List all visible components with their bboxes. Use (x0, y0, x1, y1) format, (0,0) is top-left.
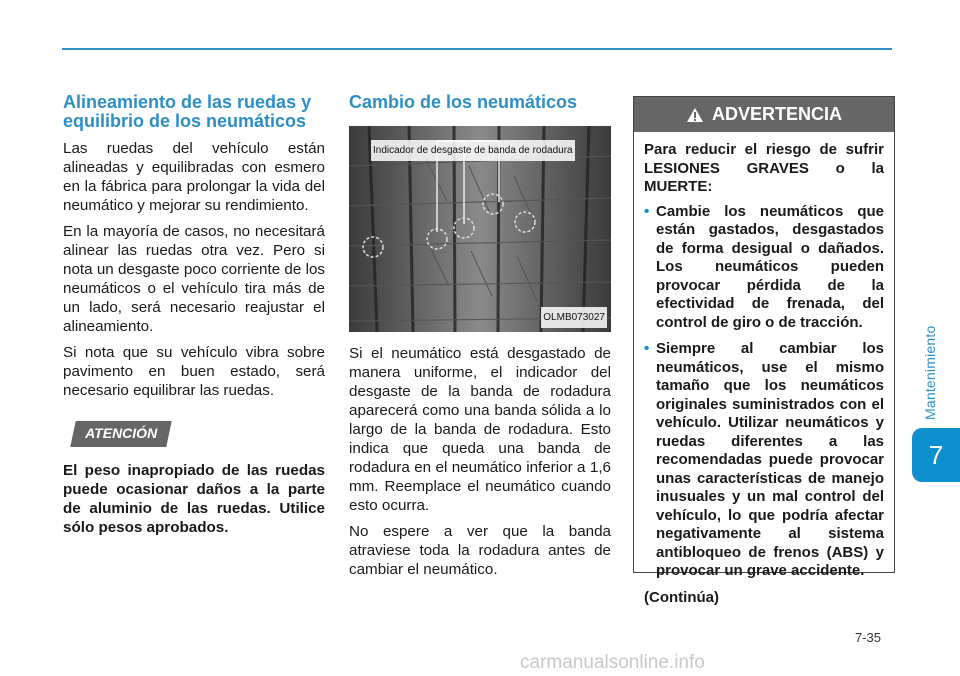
caution-label-text: ATENCIÓN (85, 425, 158, 441)
warning-item: • Siempre al cambiar los neumáticos, use el mismo tamaño que los neumáticos originales suministrados con el vehículo. Utilizar neumáticos y ruedas diferentes a las recomendadas puede provocar unas características de manejo inusuales y un mal control del vehículo, lo que podría afectar negativamente al sistema antibloqueo de frenos (ABS) y provocar un grave accidente. (644, 340, 884, 581)
warning-item: • Cambie los neumáticos que están gastados, desgastados de forma desigual o dañados. Los neumáticos pueden provocar pérdida de la efectividad de frenada, del control de giro o de tracción. (644, 203, 884, 333)
chapter-tab: 7 (912, 428, 960, 482)
alignment-paragraph-3: Si nota que su vehículo vibra sobre pavimento en buen estado, será necesario equilibrar las ruedas. (63, 344, 325, 399)
warning-body (634, 132, 894, 607)
tire-change-paragraph-2: No espere a ver que la banda atraviese toda la rodadura antes de cambiar el neumático. (349, 523, 611, 578)
tire-change-heading: Cambio de los neumáticos (349, 92, 578, 112)
section-side-label: Mantenimiento (922, 325, 938, 421)
caution-text: El peso inapropiado de las ruedas puede ocasionar daños a la parte de aluminio de las ruedas. Utilice sólo pesos aprobados. (63, 462, 325, 536)
figure-code: OLMB073027 (541, 307, 607, 328)
column-alignment (63, 93, 325, 544)
warning-intro: Para reducir el riesgo de sufrir LESIONES GRAVES o la MUERTE: (644, 141, 884, 195)
tire-change-paragraph-1: Si el neumático está desgastado de manera uniforme, el indicador del desgaste de la banda de rodadura aparecerá como una banda sólida a lo largo de la banda de rodadura. Esto indica que queda una banda de rodadura en el neumático inferior a 1,6 mm. Reemplace el neumático cuando esto ocurra. (349, 345, 611, 514)
warning-box (633, 96, 895, 606)
warning-triangle-icon (686, 107, 704, 123)
tread-wear-figure (349, 126, 611, 332)
warning-header (634, 97, 894, 132)
warning-title: ADVERTENCIA (711, 104, 842, 124)
page-number: 7-35 (855, 630, 882, 645)
continued-label: (Continúa) (644, 588, 719, 606)
alignment-paragraph-2: En la mayoría de casos, no necesitará alinear las ruedas otra vez. Pero si nota un desgaste poco corriente de los neumáticos o el vehículo tira más de un lado, será necesario reajustar el alineamiento. (63, 223, 325, 335)
caution-label (70, 421, 172, 447)
top-rule (62, 48, 892, 50)
alignment-paragraph-1: Las ruedas del vehículo están alineadas y equilibradas con esmero en la fábrica para prolongar la vida del neumático y mejorar su rendimiento. (63, 140, 325, 214)
watermark: carmanualsonline.info (520, 652, 705, 673)
alignment-heading: Alineamiento de las ruedas y equilibrio de los neumáticos (63, 92, 312, 131)
column-tire-change (349, 93, 611, 586)
warning-list (644, 203, 884, 581)
tread-wear-indicator-caption: Indicador de desgaste de banda de rodadura (371, 140, 575, 161)
